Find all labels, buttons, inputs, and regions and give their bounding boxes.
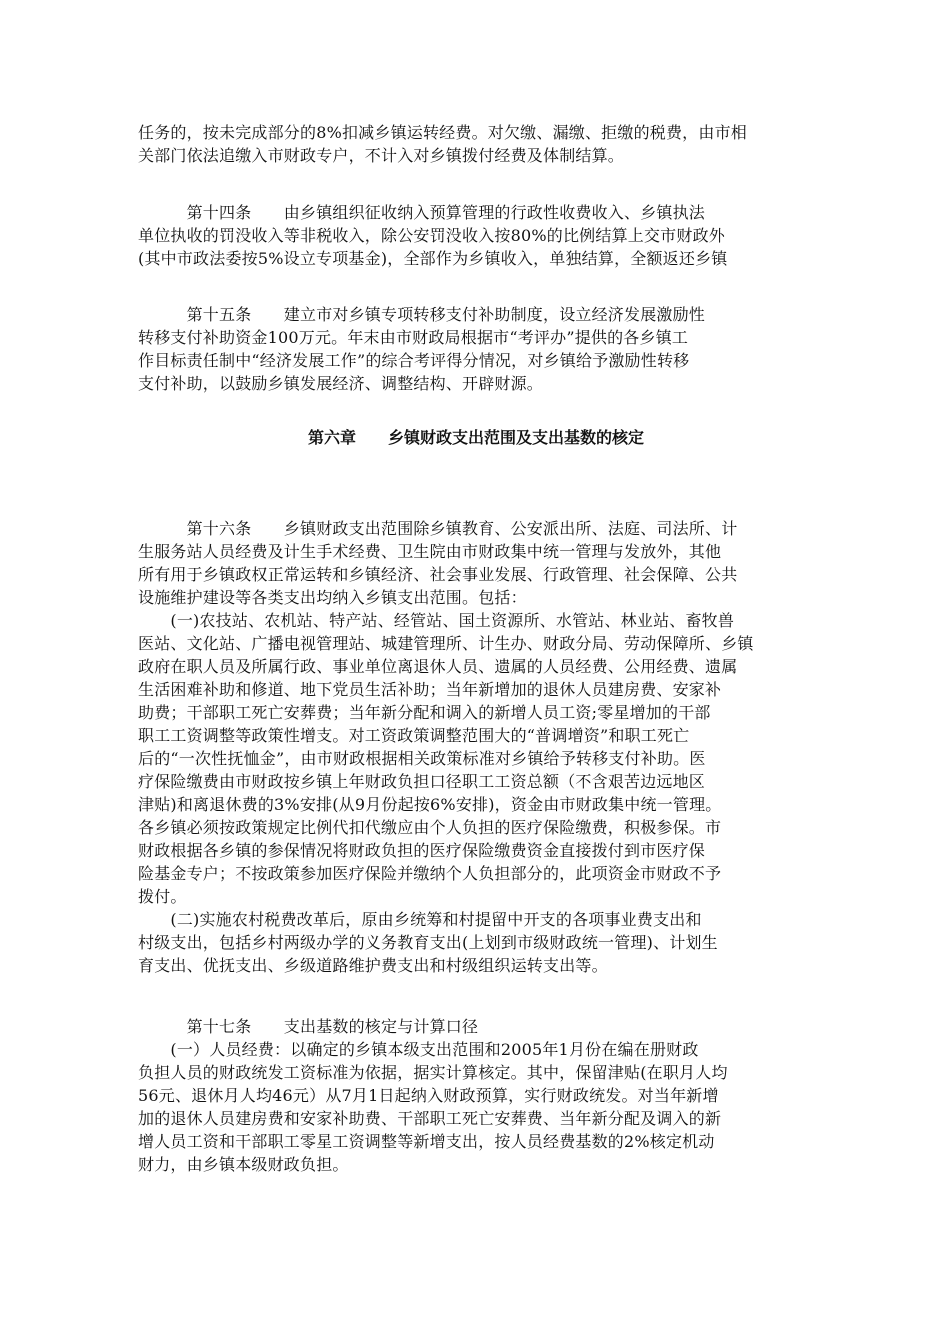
text-line: 增人员工资和干部职工零星工资调整等新增支出，按人员经费基数的2%核定机动 <box>138 1132 715 1151</box>
paragraph-article-16 <box>138 517 814 977</box>
paragraph-article-13-tail <box>138 121 814 167</box>
text-line: 转移支付补助资金100万元。年末由市财政局根据市“考评办”提供的各乡镇工 <box>138 328 689 347</box>
text-line: (一）人员经费：以确定的乡镇本级支出范围和2005年1月份在编在册财政 <box>138 1040 699 1059</box>
paragraph-article-17 <box>138 1015 814 1176</box>
text-line: 职工工资调整等政策性增支。对工资政策调整范围大的“普调增资”和职工死亡 <box>138 726 690 745</box>
text-line: 设施维护建设等各类支出均纳入乡镇支出范围。包括： <box>138 588 527 607</box>
text-line: 第十五条 建立市对乡镇专项转移支付补助制度，设立经济发展激励性 <box>138 305 706 324</box>
text-line: 单位执收的罚没收入等非税收入，除公安罚没收入按80%的比例结算上交市财政外 <box>138 226 725 245</box>
text-line: 生服务站人员经费及计生手术经费、卫生院由市财政集中统一管理与发放外，其他 <box>138 542 722 561</box>
text-line: 所有用于乡镇政权正常运转和乡镇经济、社会事业发展、行政管理、社会保障、公共 <box>138 565 738 584</box>
paragraph-article-14 <box>138 201 814 270</box>
text-line: 津贴)和离退休费的3%安排(从9月份起按6%安排)，资金由市财政集中统一管理。 <box>138 795 722 814</box>
text-line: 加的退休人员建房费和安家补助费、干部职工死亡安葬费、当年新分配及调入的新 <box>138 1109 722 1128</box>
text-line: 财政根据各乡镇的参保情况将财政负担的医疗保险缴费资金直接拨付到市医疗保 <box>138 841 706 860</box>
text-line: 医站、文化站、广播电视管理站、城建管理所、计生办、财政分局、劳动保障所、乡镇 <box>138 634 754 653</box>
text-line: 政府在职人员及所属行政、事业单位离退休人员、遗属的人员经费、公用经费、遗属 <box>138 657 738 676</box>
text-line: 育支出、优抚支出、乡级道路维护费支出和村级组织运转支出等。 <box>138 956 608 975</box>
text-line: 第十七条 支出基数的核定与计算口径 <box>138 1017 479 1036</box>
text-line: 后的“一次性抚恤金”，由市财政根据相关政策标准对乡镇给予转移支付补助。医 <box>138 749 706 768</box>
text-line: 财力，由乡镇本级财政负担。 <box>138 1155 349 1174</box>
text-line: 第十六条 乡镇财政支出范围除乡镇教育、公安派出所、法庭、司法所、计 <box>138 519 738 538</box>
text-line: 村级支出，包括乡村两级办学的义务教育支出(上划到市级财政统一管理)、计划生 <box>138 933 718 952</box>
chapter-heading: 第六章 乡镇财政支出范围及支出基数的核定 <box>307 428 644 447</box>
text-line: 拨付。 <box>138 887 187 906</box>
text-line: 支付补助，以鼓励乡镇发展经济、调整结构、开辟财源。 <box>138 374 544 393</box>
text-line: 第十四条 由乡镇组织征收纳入预算管理的行政性收费收入、乡镇执法 <box>138 203 706 222</box>
text-line: (一)农技站、农机站、特产站、经管站、国土资源所、水管站、林业站、畜牧兽 <box>138 611 735 630</box>
text-line: 生活困难补助和修道、地下党员生活补助；当年新增加的退休人员建房费、安家补 <box>138 680 722 699</box>
text-line: 关部门依法追缴入市财政专户，不计入对乡镇拨付经费及体制结算。 <box>138 146 625 165</box>
text-line: 56元、退休月人均46元）从7月1日起纳入财政预算，实行财政统发。对当年新增 <box>138 1086 719 1105</box>
text-line: (其中市政法委按5%设立专项基金)，全部作为乡镇收入，单独结算，全额返还乡镇 <box>138 249 728 268</box>
paragraph-article-15 <box>138 303 814 395</box>
text-line: 作目标责任制中“经济发展工作”的综合考评得分情况，对乡镇给予激励性转移 <box>138 351 690 370</box>
text-line: 任务的，按未完成部分的8%扣减乡镇运转经费。对欠缴、漏缴、拒缴的税费，由市相 <box>138 123 747 142</box>
text-line: 险基金专户；不按政策参加医疗保险并缴纳个人负担部分的，此项资金市财政不予 <box>138 864 722 883</box>
text-line: 助费；干部职工死亡安葬费；当年新分配和调入的新增人员工资;零星增加的干部 <box>138 703 711 722</box>
text-line: (二)实施农村税费改革后，原由乡统筹和村提留中开支的各项事业费支出和 <box>138 910 702 929</box>
text-line: 负担人员的财政统发工资标准为依据，据实计算核定。其中，保留津贴(在职月人均 <box>138 1063 728 1082</box>
text-line: 疗保险缴费由市财政按乡镇上年财政负担口径职工工资总额（不含艰苦边远地区 <box>138 772 706 791</box>
text-line: 各乡镇必须按政策规定比例代扣代缴应由个人负担的医疗保险缴费，积极参保。市 <box>138 818 722 837</box>
